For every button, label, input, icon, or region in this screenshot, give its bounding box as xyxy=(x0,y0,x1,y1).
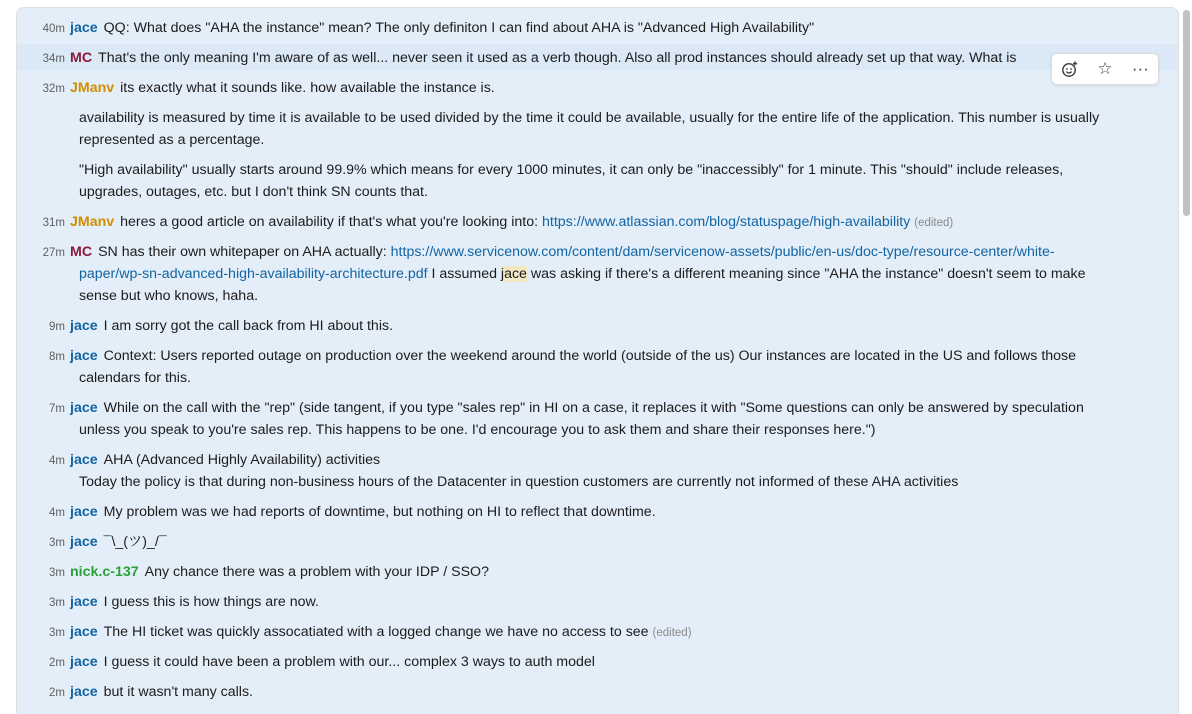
edited-label: (edited) xyxy=(914,217,954,229)
username[interactable]: jace xyxy=(70,624,98,640)
message-row[interactable] xyxy=(49,531,1156,553)
message-text: I guess this is how things are now. xyxy=(103,594,319,610)
message-link[interactable]: https://www.servicenow.com/content/dam/servicenow-assets/public/en-us/doc-type/resource-center/white- xyxy=(390,244,1055,260)
message-row[interactable] xyxy=(42,241,1156,263)
timestamp[interactable]: 4m xyxy=(49,455,65,467)
message-text-continuation: availability is measured by time it is available to be used divided by the time it could be available, usually for the entire life of the application. This number is usually xyxy=(79,110,1100,126)
username[interactable]: jace xyxy=(70,654,98,670)
message-row[interactable] xyxy=(49,651,1156,673)
message-text: heres a good article on availability if that's what you're looking into: xyxy=(120,214,539,230)
timestamp[interactable]: 9m xyxy=(49,321,65,333)
message-text: That's the only meaning I'm aware of as well... never seen it used as a verb though. Also all prod instances should already set up that way. What is xyxy=(98,50,1017,66)
edited-label: (edited) xyxy=(652,627,692,639)
message-row[interactable] xyxy=(49,561,1156,583)
username[interactable]: jace xyxy=(70,452,98,468)
timestamp[interactable]: 32m xyxy=(42,83,65,95)
timestamp[interactable]: 27m xyxy=(42,247,65,259)
message-row[interactable] xyxy=(42,77,1156,99)
message-row[interactable] xyxy=(49,315,1156,337)
more-icon[interactable]: ··· xyxy=(1131,59,1149,78)
message-text: My problem was we had reports of downtime, but nothing on HI to reflect that downtime. xyxy=(103,504,656,520)
message-text-continuation: "High availability" usually starts around 99.9% which means for every 1000 minutes, it can only be "inaccessibly" for 1 minute. This "should" include releases, xyxy=(79,162,1064,178)
message-row[interactable] xyxy=(49,591,1156,613)
timestamp[interactable]: 40m xyxy=(42,23,65,35)
timestamp[interactable]: 31m xyxy=(42,217,65,229)
timestamp[interactable]: 34m xyxy=(42,53,65,65)
message-row[interactable] xyxy=(42,211,1156,233)
username[interactable]: MC xyxy=(70,50,93,66)
username[interactable]: jace xyxy=(70,20,98,36)
timestamp[interactable]: 8m xyxy=(49,351,65,363)
message-row[interactable] xyxy=(42,17,1156,39)
message-text: was asking if there's a different meaning since "AHA the instance" doesn't seem to make xyxy=(526,266,1086,282)
message-text-continuation xyxy=(79,263,1156,285)
scrollbar[interactable] xyxy=(1183,10,1190,216)
message-text: but it wasn't many calls. xyxy=(103,684,253,700)
message-row[interactable] xyxy=(49,681,1156,703)
timestamp[interactable]: 3m xyxy=(49,567,65,579)
message-text: While on the call with the "rep" (side tangent, if you type "sales rep" in HI on a case, it replaces it with "Some questions can only be answered by speculation xyxy=(103,400,1084,416)
message-link[interactable]: paper/wp-sn-advanced-high-availability-architecture.pdf xyxy=(79,266,428,282)
message-text: ¯\_(ツ)_/¯ xyxy=(103,534,167,550)
message-text: The HI ticket was quickly assocatiated with a logged change we have no access to see xyxy=(103,624,649,640)
message-text-continuation: sense but who knows, haha. xyxy=(79,288,259,304)
username[interactable]: jace xyxy=(70,318,98,334)
message-row[interactable] xyxy=(49,501,1156,523)
message-text: QQ: What does "AHA the instance" mean? The only definiton I can find about AHA is "Advanced High Availability" xyxy=(103,20,815,36)
message-row[interactable] xyxy=(49,621,1156,643)
timestamp[interactable]: 3m xyxy=(49,537,65,549)
timestamp[interactable]: 3m xyxy=(49,627,65,639)
timestamp[interactable]: 3m xyxy=(49,597,65,609)
username[interactable]: JManv xyxy=(70,214,115,230)
message-text: Context: Users reported outage on production over the weekend around the world (outside of the us) Our instances are located in the US and follows those xyxy=(103,348,1077,364)
message-text-continuation: calendars for this. xyxy=(79,370,191,386)
timestamp[interactable]: 2m xyxy=(49,687,65,699)
timestamp[interactable]: 2m xyxy=(49,657,65,669)
message-text: its exactly what it sounds like. how available the instance is. xyxy=(120,80,495,96)
message-text: I am sorry got the call back from HI about this. xyxy=(103,318,394,334)
user-mention[interactable]: jace xyxy=(500,266,527,282)
timestamp[interactable]: 7m xyxy=(49,403,65,415)
message-text: AHA (Advanced Highly Availability) activities xyxy=(103,452,381,468)
username[interactable]: jace xyxy=(70,400,98,416)
message-text: SN has their own whitepaper on AHA actually: xyxy=(98,244,387,260)
username[interactable]: jace xyxy=(70,594,98,610)
username[interactable]: JManv xyxy=(70,80,115,96)
timestamp[interactable]: 4m xyxy=(49,507,65,519)
message-text: I assumed xyxy=(427,266,501,282)
message-actions-toolbar xyxy=(1051,53,1159,85)
message-row[interactable] xyxy=(49,397,1156,419)
message-text-continuation: unless you speak to you're sales rep. This happens to be one. I'd encourage you to ask them and share their responses here.") xyxy=(79,422,876,438)
message-text-continuation: upgrades, outages, etc. but I don't think SN counts that. xyxy=(79,184,428,200)
message-text-continuation: represented as a percentage. xyxy=(79,132,265,148)
username[interactable]: nick.c-137 xyxy=(70,564,139,580)
message-row[interactable] xyxy=(42,47,1038,69)
username[interactable]: MC xyxy=(70,244,93,260)
username[interactable]: jace xyxy=(70,504,98,520)
message-link[interactable]: https://www.atlassian.com/blog/statuspage/high-availability xyxy=(542,214,911,230)
message-text-continuation: Today the policy is that during non-business hours of the Datacenter in question customers are currently not informed of these AHA activities xyxy=(79,474,959,490)
username[interactable]: jace xyxy=(70,684,98,700)
add-reaction-icon[interactable] xyxy=(1057,56,1083,82)
message-row[interactable] xyxy=(49,449,1156,471)
star-icon[interactable]: ☆ xyxy=(1097,59,1113,78)
message-row[interactable] xyxy=(49,345,1156,367)
username[interactable]: jace xyxy=(70,348,98,364)
message-text: I guess it could have been a problem with our... complex 3 ways to auth model xyxy=(103,654,595,670)
message-list xyxy=(16,7,1179,714)
message-text: Any chance there was a problem with your IDP / SSO? xyxy=(144,564,489,580)
username[interactable]: jace xyxy=(70,534,98,550)
